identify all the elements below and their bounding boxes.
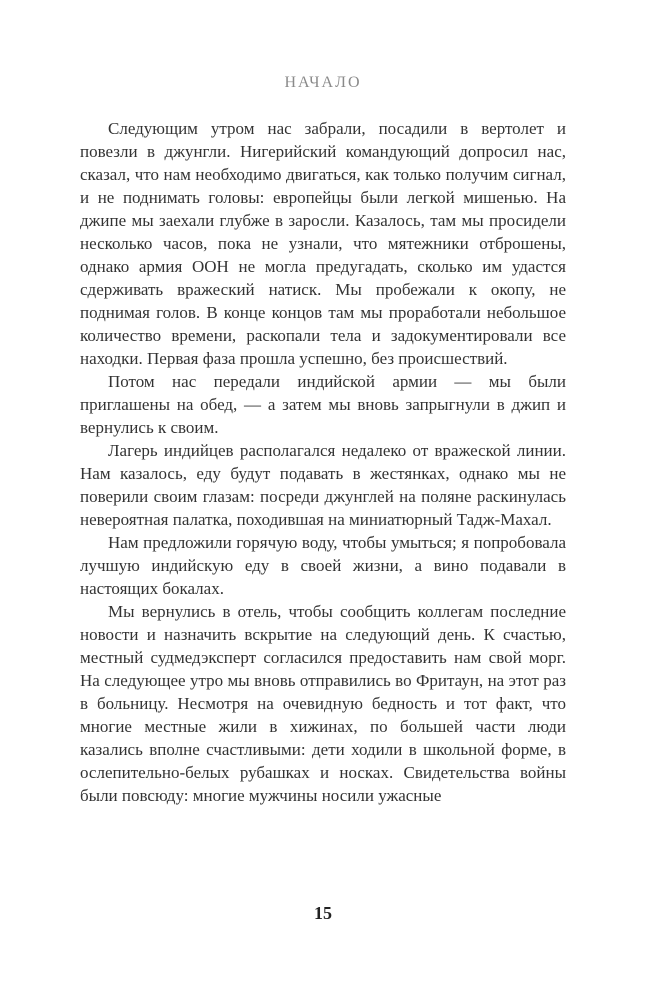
page-number: 15 [314,903,332,923]
paragraph-5: Мы вернулись в отель, чтобы сообщить коллегам последние новости и назначить вскрытие на следующий день. К счастью, местный судмедэксперт согласился предоставить нам свой морг. На следующее утро мы вновь отправились во Фритаун, на этот раз в больницу. Несмотря на очевидную бедность и тот факт, что многие местные жили в хижинах, по большей части люди казались вполне счастливыми: дети ходили в школьной форме, в ослепительно-белых рубашках и носках. Свидетельства войны были повсюду: многие мужчины носили ужасные [80,602,566,805]
chapter-header: НАЧАЛО [284,74,362,91]
paragraph-4: Нам предложили горячую воду, чтобы умыться; я попробовала лучшую индийскую еду в своей жизни, а вино подавали в настоящих бокалах. [80,533,566,598]
paragraph-3: Лагерь индийцев располагался недалеко от вражеской линии. Нам казалось, еду будут подавать в жестянках, однако мы не поверили своим глазам: посреди джунглей на поляне раскинулась невероятная палатка, походившая на миниатюрный Тадж-Махал. [80,441,566,529]
paragraph-1: Следующим утром нас забрали, посадили в вертолет и повезли в джунгли. Нигерийский командующий допросил нас, сказал, что нам необходимо двигаться, как только получим сигнал, и не поднимать головы: европейцы были легкой мишенью. На джипе мы заехали глубже в заросли. Казалось, там мы просидели несколько часов, пока не узнали, что мятежники отброшены, однако армия ООН не могла предугадать, сколько им удастся сдерживать вражеский натиск. Мы пробежали к окопу, не поднимая голов. В конце концов там мы проработали небольшое количество времени, раскопали тела и задокументировали все находки. Первая фаза прошла успешно, без происшествий. [80,119,566,368]
paragraph-2: Потом нас передали индийской армии — мы были приглашены на обед, — а затем мы вновь запрыгнули в джип и вернулись к своим. [80,372,566,437]
text-block [80,117,566,807]
